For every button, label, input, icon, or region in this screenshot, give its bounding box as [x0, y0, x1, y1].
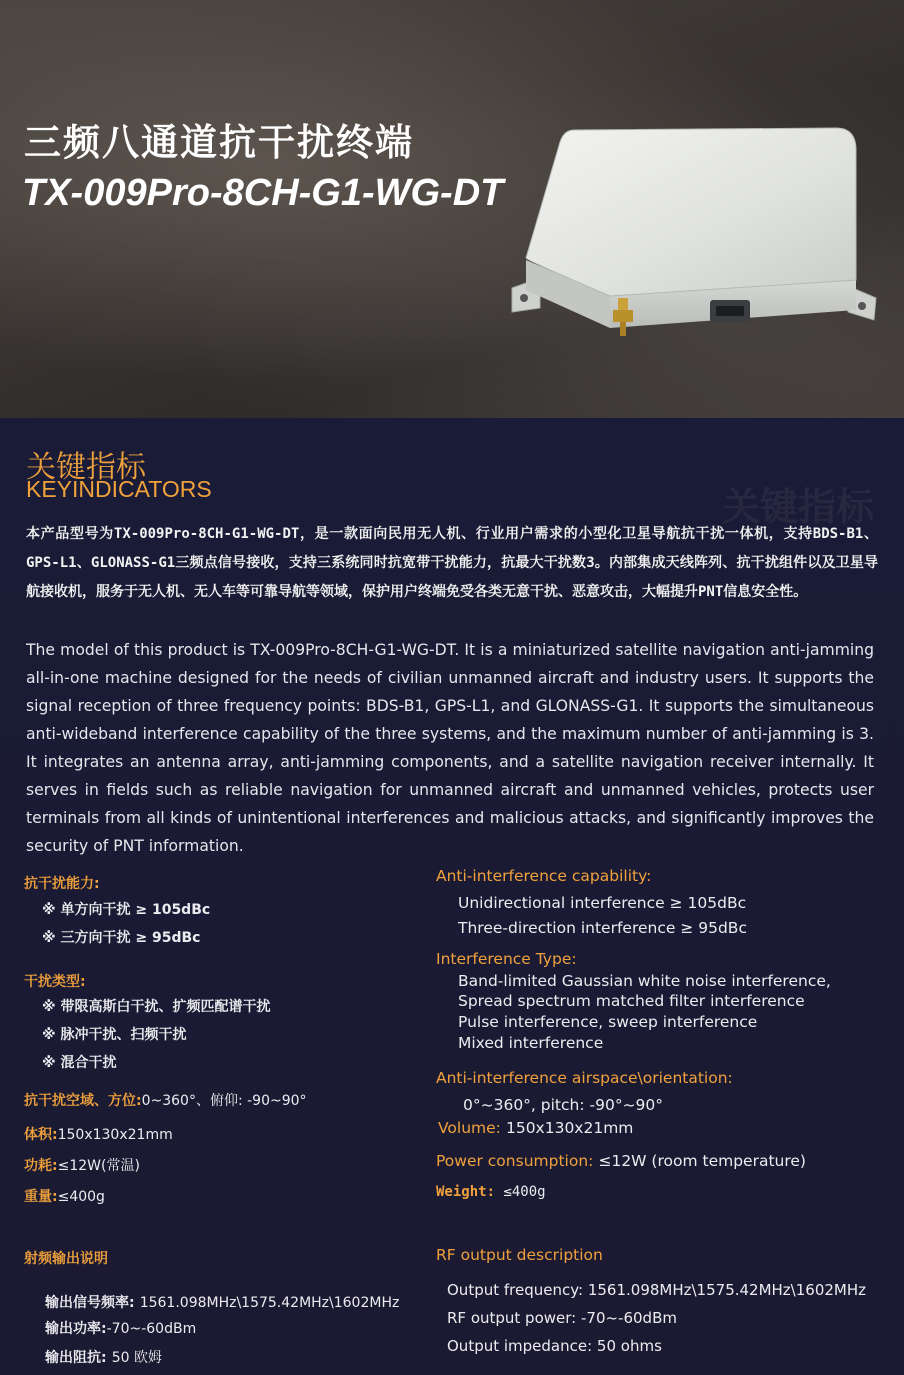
intro-text-cn: 本产品型号为TX-009Pro-8CH-G1-WG-DT，是一款面向民用无人机、行业用户需求的小型化卫星导航抗干扰一体机，支持BDS-B1、GPS-L1、GLONASS-G1三频点信号接收，支持三系统同时抗宽带干扰能力，抗最大干扰数3。内部集成天线阵列、抗干扰组件以及卫星导航接收机，服务于无人机、无人车等可靠导航等领域，保护用户终端免受各类无意干扰、恶意攻击，大幅提升PNT信息安全性。	[26, 526, 878, 600]
intro-text-en: The model of this product is TX-009Pro-8CH-G1-WG-DT. It is a miniaturized satellite navigation anti-jamming all-in-one machine designed for the needs of civilian unmanned aircraft and industry users. It supports the signal reception of three frequency points: BDS-B1, GPS-L1, and GLONASS-G1. It supports the simultaneous anti-wideband interference capability of the three systems, and the maximum number of anti-jamming is 3. It integrates an antenna array, anti-jamming components, and a satellite navigation receiver internally. It serves in fields such as reliable navigation for unmanned aircraft and unmanned vehicles, protects user terminals from all kinds of unintentional interferences and malicious attacks, and significantly improves the security of PNT information.	[26, 641, 874, 855]
cn-rf-row	[45, 1292, 399, 1312]
cn-power-row	[24, 1155, 140, 1175]
en-anti-item: Unidirectional interference ≥ 105dBc	[458, 894, 747, 912]
en-rf-item: Output frequency: 1561.098MHz\1575.42MHz\1602MHz	[447, 1281, 867, 1299]
cn-anti-item: ※ 三方向干扰 ≥ 95dBc	[42, 930, 201, 946]
en-type-item: Spread spectrum matched filter interference	[458, 992, 805, 1010]
hero-banner	[0, 0, 904, 418]
cn-airspace-value: 0~360°、俯仰: -90~90°	[141, 1093, 307, 1109]
cn-power-value: ≤12W(常温)	[57, 1158, 140, 1174]
en-type-item: Mixed interference	[458, 1034, 604, 1052]
en-volume-row	[438, 1118, 633, 1137]
cn-weight-value: ≤400g	[57, 1189, 105, 1205]
cn-type-item: ※ 混合干扰	[42, 1055, 117, 1071]
en-volume-value: 150x130x21mm	[505, 1119, 634, 1137]
cn-type-item: ※ 带限高斯白干扰、扩频匹配谱干扰	[42, 999, 271, 1015]
en-type-label: Interference Type:	[436, 950, 577, 968]
hero-title-en: TX-009Pro-8CH-G1-WG-DT	[22, 172, 504, 214]
cn-volume-row	[24, 1124, 173, 1144]
en-anti-label: Anti-interference capability:	[436, 867, 652, 885]
en-power-row	[436, 1151, 806, 1170]
en-weight-label: Weight:	[436, 1184, 496, 1200]
cn-airspace-row	[24, 1090, 307, 1110]
en-airspace-value: 0°~360°, pitch: -90°~90°	[463, 1096, 664, 1114]
cn-type-item: ※ 脉冲干扰、扫频干扰	[42, 1027, 187, 1043]
cn-rf-item-value: 1561.098MHz\1575.42MHz\1602MHz	[139, 1295, 400, 1311]
cn-rf-item-label: 输出功率:	[45, 1321, 107, 1337]
en-volume-label: Volume:	[438, 1119, 501, 1137]
cn-weight-label: 重量:	[24, 1189, 58, 1205]
cn-rf-item-value: -70~-60dBm	[106, 1321, 197, 1337]
content-section	[0, 418, 904, 1375]
cn-anti-label: 抗干扰能力:	[24, 876, 100, 892]
en-anti-item: Three-direction interference ≥ 95dBc	[458, 919, 747, 937]
cn-rf-item-label: 输出信号频率:	[45, 1295, 135, 1311]
en-power-label: Power consumption:	[436, 1152, 594, 1170]
cn-rf-item-value: 50 欧姆	[111, 1350, 162, 1366]
en-rf-label: RF output description	[436, 1246, 603, 1264]
en-rf-item: RF output power: -70~-60dBm	[447, 1309, 677, 1327]
en-weight-value: ≤400g	[503, 1184, 546, 1200]
section-watermark: 关键指标	[721, 485, 874, 529]
cn-volume-label: 体积:	[24, 1127, 58, 1143]
cn-rf-row	[45, 1318, 196, 1338]
section-title-en: KEYINDICATORS	[26, 476, 212, 502]
cn-type-label: 干扰类型:	[24, 974, 86, 990]
cn-anti-item: ※ 单方向干扰 ≥ 105dBc	[42, 902, 211, 918]
cn-weight-row	[24, 1186, 105, 1206]
cn-volume-value: 150x130x21mm	[57, 1127, 173, 1143]
en-rf-item: Output impedance: 50 ohms	[447, 1337, 662, 1355]
section-title-cn: 关键指标	[26, 450, 146, 485]
en-type-item: Band-limited Gaussian white noise interference,	[458, 972, 831, 990]
en-weight-row	[436, 1184, 546, 1200]
en-airspace-label: Anti-interference airspace\orientation:	[436, 1069, 733, 1087]
cn-rf-label: 射频输出说明	[24, 1251, 108, 1267]
en-power-value: ≤12W (room temperature)	[598, 1152, 806, 1170]
en-type-item: Pulse interference, sweep interference	[458, 1013, 758, 1031]
hero-title-cn: 三频八通道抗干扰终端	[24, 121, 414, 164]
cn-airspace-label: 抗干扰空域、方位:	[24, 1093, 142, 1109]
product-image	[500, 120, 880, 350]
cn-rf-item-label: 输出阻抗:	[45, 1350, 107, 1366]
cn-rf-row	[45, 1347, 162, 1367]
cn-power-label: 功耗:	[24, 1158, 58, 1174]
